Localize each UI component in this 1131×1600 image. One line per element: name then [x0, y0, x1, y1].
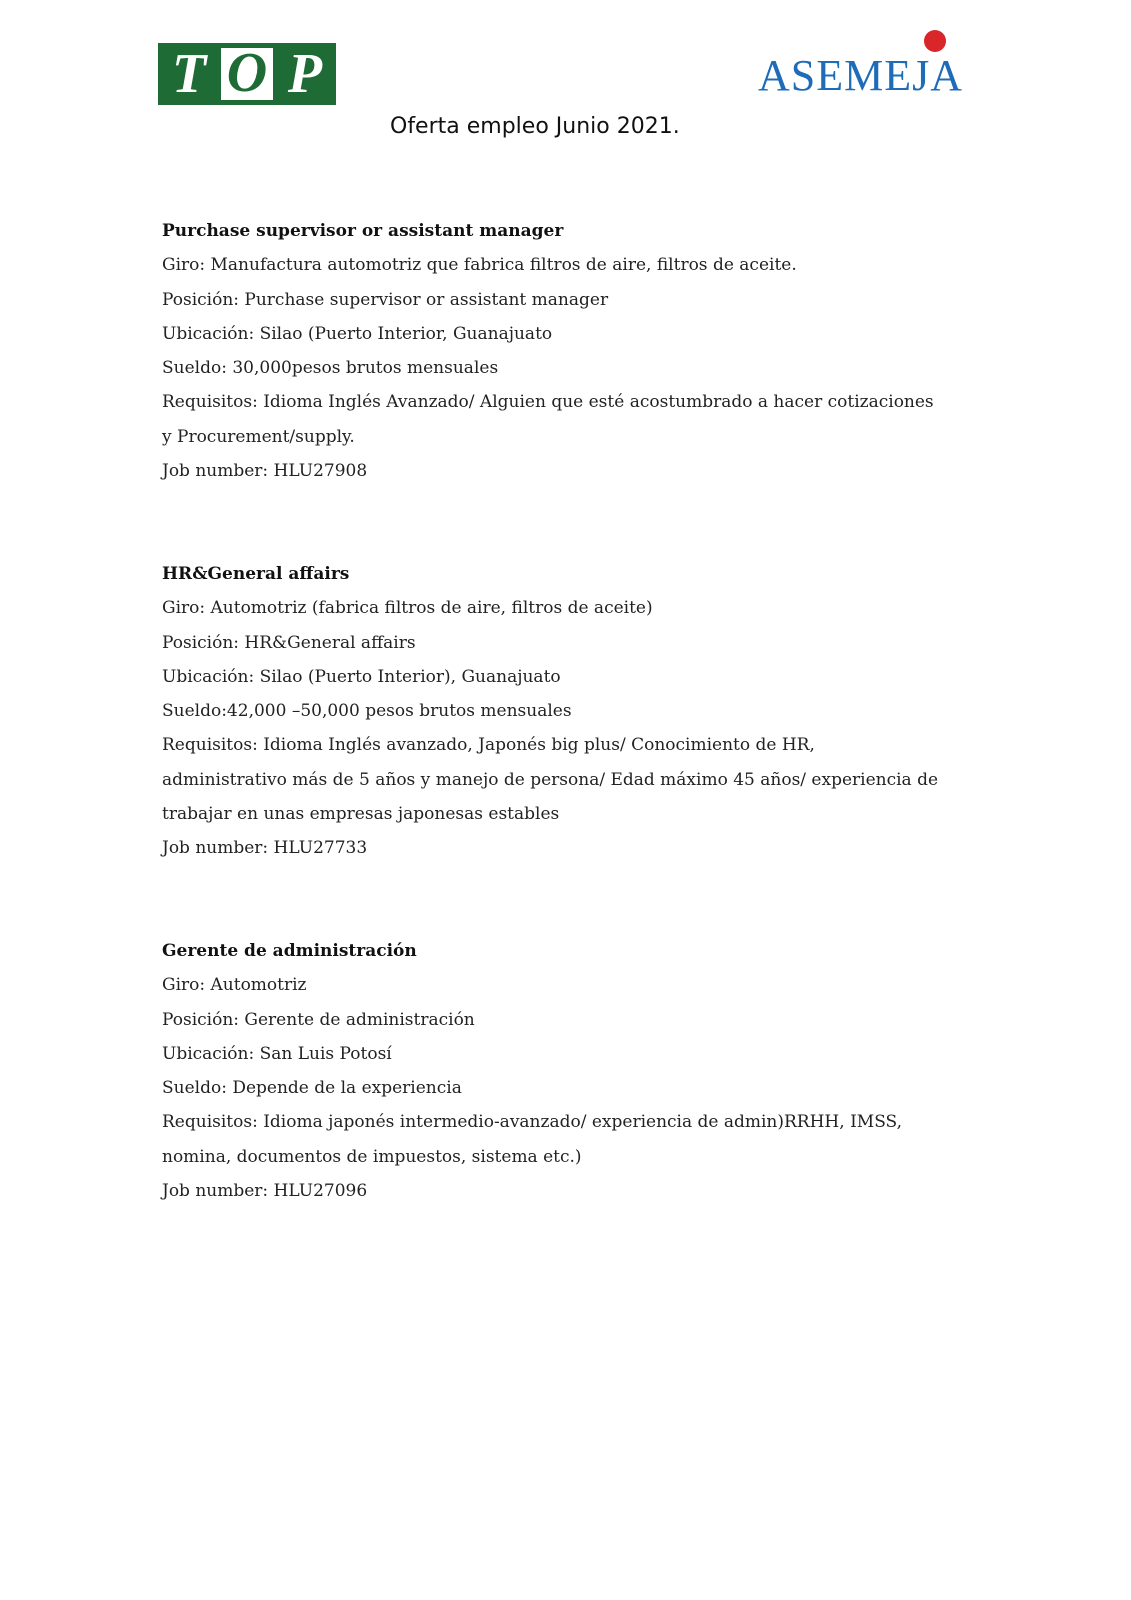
job-title: Gerente de administración — [162, 941, 417, 961]
job-title: Purchase supervisor or assistant manager — [162, 221, 564, 241]
job-giro: Giro: Automotriz (fabrica filtros de aire, filtros de aceite) — [162, 598, 653, 619]
job-number: Job number: HLU27733 — [162, 838, 368, 859]
asemeja-logo-text: ASEMEJA — [758, 51, 964, 100]
job-ubicacion: Ubicación: Silao (Puerto Interior), Guanajuato — [162, 666, 561, 687]
job-requisitos: Requisitos: Idioma Inglés Avanzado/ Alguien que esté acostumbrado a hacer cotizaciones y Procurement/supply. — [162, 392, 934, 447]
job-offer — [162, 214, 942, 488]
job-ubicacion: Ubicación: Silao (Puerto Interior, Guanajuato — [162, 323, 553, 344]
job-number: Job number: HLU27096 — [162, 1181, 368, 1202]
red-sun-icon — [924, 30, 946, 52]
top-logo-letter-p: P — [277, 46, 333, 102]
job-posicion: Posición: Gerente de administración — [162, 1009, 475, 1030]
job-requisitos: Requisitos: Idioma Inglés avanzado, Japonés big plus/ Conocimiento de HR, administrativo más de 5 años y manejo de persona/ Edad máximo 45 años/ experiencia de trabajar en unas empresas japonesas estables — [162, 735, 939, 825]
job-requisitos: Requisitos: Idioma japonés intermedio-avanzado/ experiencia de admin)RRHH, IMSS, nomina, documentos de impuestos, sistema etc.) — [162, 1112, 902, 1167]
top-logo-letter-t: T — [161, 46, 217, 102]
page-title: Oferta empleo Junio 2021. — [390, 114, 680, 139]
top-logo — [158, 43, 336, 105]
job-title: HR&General affairs — [162, 564, 350, 584]
job-ubicacion: Ubicación: San Luis Potosí — [162, 1043, 392, 1064]
top-logo-letter-o: O — [219, 46, 275, 102]
job-sueldo: Sueldo:42,000 –50,000 pesos brutos mensuales — [162, 701, 572, 722]
job-posicion: Posición: HR&General affairs — [162, 632, 416, 653]
job-posicion: Posición: Purchase supervisor or assistant manager — [162, 289, 609, 310]
job-sueldo: Sueldo: Depende de la experiencia — [162, 1078, 462, 1099]
job-giro: Giro: Automotriz — [162, 975, 307, 996]
asemeja-logo — [758, 30, 978, 110]
job-giro: Giro: Manufactura automotriz que fabrica filtros de aire, filtros de aceite. — [162, 255, 797, 276]
job-number: Job number: HLU27908 — [162, 461, 368, 482]
job-sueldo: Sueldo: 30,000pesos brutos mensuales — [162, 358, 499, 379]
job-offer — [162, 557, 942, 866]
job-offer — [162, 934, 942, 1208]
